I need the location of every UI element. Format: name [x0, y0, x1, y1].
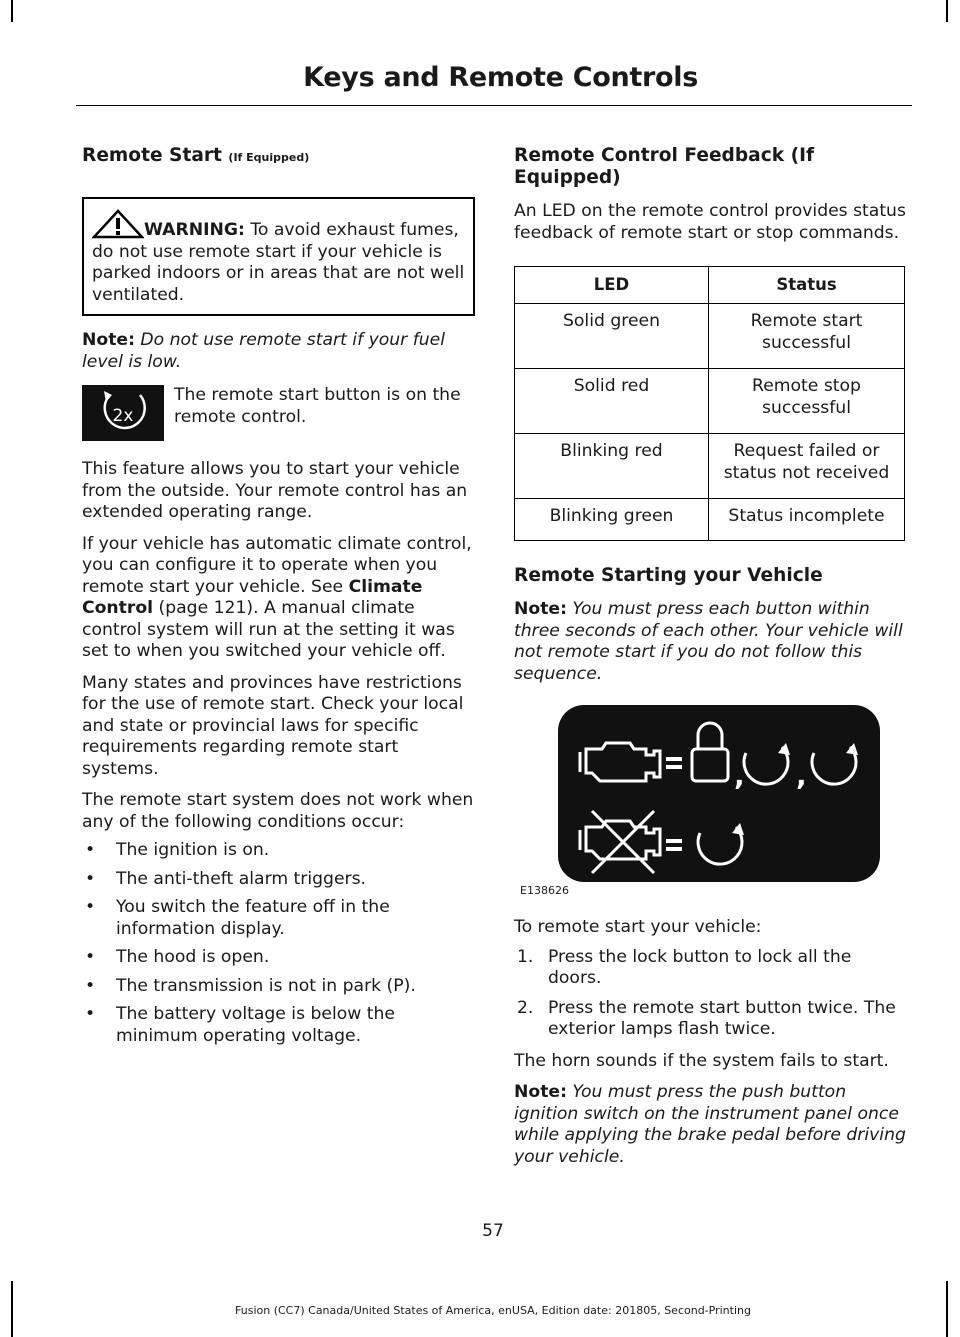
remote-text: The remote start button is on the remote control.	[174, 385, 461, 427]
list-item: • The battery voltage is below the minimum operating voltage.	[85, 1004, 396, 1046]
warning-triangle-icon	[92, 209, 144, 239]
svg-text:,: ,	[796, 759, 807, 792]
edition-info: Fusion (CC7) Canada/United States of America, enUSA, Edition date: 201805, Second-Printing	[235, 1304, 751, 1317]
section-title: Remote Start (If Equipped)	[82, 145, 310, 166]
remote-button-label: 2x	[112, 406, 134, 426]
list-item: • The hood is open.	[85, 947, 270, 967]
table-cell: Request failed or status not received	[709, 434, 905, 499]
table-header-row	[515, 267, 905, 304]
paragraph-conditions: The remote start system does not work when any of the following conditions occur:	[82, 790, 474, 832]
table-header-led: LED	[515, 267, 709, 304]
table-cell: Blinking red	[515, 434, 709, 499]
paragraph-climate: If your vehicle has automatic climate control, you can configure it to operate when you remote start your vehicle. See Climate Control (page 121). A manual climate control system will run at the setting it was set to when you switched your vehicle off.	[82, 533, 472, 661]
note-brake: Note: You must press the push button ignition switch on the instrument panel once while applying the brake pedal before driving your vehicle.	[514, 1082, 906, 1167]
warning-text: To avoid exhaust fumes, do not use remote start if your vehicle is parked indoors or in areas that are not well ventilated.	[92, 220, 465, 305]
climate-control-link[interactable]: Climate Control	[82, 576, 423, 618]
remote-start-sequence-illustration	[558, 705, 880, 882]
table-cell: Blinking green	[515, 499, 709, 541]
table-row	[515, 304, 905, 369]
table-cell: Status incomplete	[709, 499, 905, 541]
image-code: E138626	[520, 884, 569, 897]
note-fuel: Note: Do not use remote start if your fuel level is low.	[82, 330, 445, 372]
remote-start-button-row	[82, 385, 475, 449]
list-item: • The anti-theft alarm triggers.	[85, 868, 366, 889]
steps-list	[514, 947, 909, 1041]
table-cell: Solid red	[515, 369, 709, 434]
horn-text: The horn sounds if the system fails to start.	[514, 1050, 889, 1071]
feedback-title: Remote Control Feedback (If Equipped)	[514, 145, 815, 188]
warning-label: WARNING:	[144, 220, 245, 240]
svg-text:,: ,	[734, 759, 745, 792]
table-cell: Remote start successful	[709, 304, 905, 369]
conditions-list	[82, 840, 475, 1047]
intro-text: To remote start your vehicle:	[514, 917, 762, 937]
header-rule	[76, 105, 912, 106]
led-status-table	[514, 266, 905, 541]
warning-box	[82, 197, 475, 316]
crop-mark-top-left	[11, 0, 13, 22]
left-column	[82, 145, 475, 1047]
table-header-status: Status	[709, 267, 905, 304]
list-item: • The transmission is not in park (P).	[85, 975, 416, 996]
table-row	[515, 369, 905, 434]
table-row	[515, 434, 905, 499]
sequence-diagram	[558, 705, 880, 882]
paragraph-feature: This feature allows you to start your vehicle from the outside. Your remote control has an extended operating range.	[82, 459, 468, 522]
right-column	[514, 145, 909, 1168]
table-row	[515, 499, 905, 541]
table-cell: Remote stop successful	[709, 369, 905, 434]
paragraph-restrictions: Many states and provinces have restrictions for the use of remote start. Check your local and state or provincial laws for specific requirements regarding remote start systems.	[82, 672, 464, 779]
list-item: 2. Press the remote start button twice. The exterior lamps flash twice.	[517, 997, 896, 1039]
page-number: 57	[482, 1221, 504, 1241]
list-item: 1. Press the lock button to lock all the doors.	[517, 946, 852, 988]
note-sequence: Note: You must press each button within three seconds of each other. Your vehicle will not remote start if you do not follow this sequence.	[514, 599, 903, 684]
starting-title: Remote Starting your Vehicle	[514, 565, 823, 586]
list-item: • You switch the feature off in the information display.	[85, 897, 390, 939]
feedback-text: An LED on the remote control provides status feedback of remote start or stop commands.	[514, 201, 906, 243]
section-title-suffix: (If Equipped)	[228, 151, 310, 164]
crop-mark-top-right	[946, 0, 948, 22]
list-item: • The ignition is on.	[85, 840, 270, 860]
table-cell: Solid green	[515, 304, 709, 369]
page-header-title: Keys and Remote Controls	[303, 62, 698, 93]
remote-start-button-icon	[82, 385, 164, 441]
